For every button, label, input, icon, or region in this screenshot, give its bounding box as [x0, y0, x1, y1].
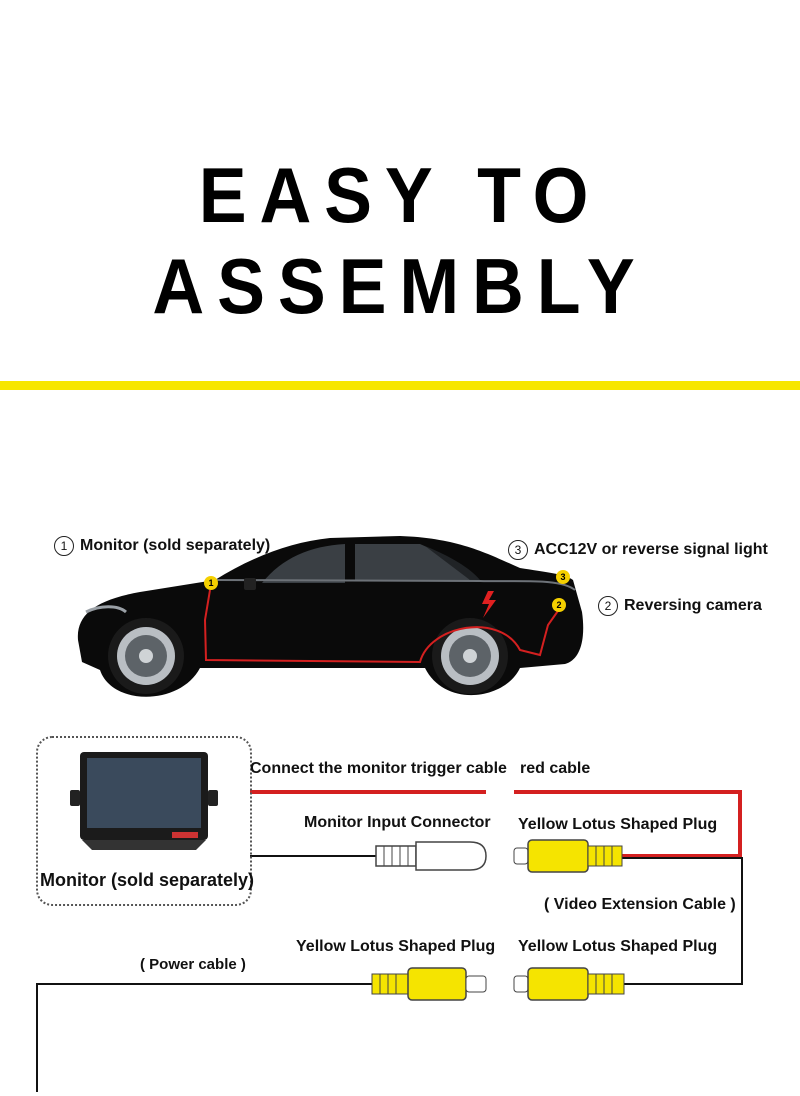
- label-acc: 3 ACC12V or reverse signal light: [508, 540, 768, 560]
- label-power-cable: ( Power cable ): [140, 956, 246, 973]
- yellow-plug-top: [514, 840, 622, 872]
- number-2-icon: 2: [598, 596, 618, 616]
- label-trigger-cable: Connect the monitor trigger cable: [250, 760, 507, 777]
- marker-3: 3: [556, 570, 570, 584]
- label-monitor: 1 Monitor (sold separately): [54, 536, 270, 556]
- label-monitor-caption: Monitor (sold separately): [40, 870, 255, 890]
- yellow-plug-power: [372, 968, 486, 1000]
- marker-2: 2: [552, 598, 566, 612]
- power-cable-wire: [37, 984, 372, 1092]
- page-title: EASY TO ASSEMBLY: [152, 151, 648, 330]
- car-illustration: [78, 536, 583, 697]
- marker-1: 1: [204, 576, 218, 590]
- label-yellow-plug-3: Yellow Lotus Shaped Plug: [518, 938, 718, 955]
- label-yellow-plug-2: Yellow Lotus Shaped Plug: [296, 938, 496, 955]
- label-red-cable: red cable: [520, 760, 591, 777]
- yellow-plug-camera: [514, 968, 624, 1000]
- number-3-icon: 3: [508, 540, 528, 560]
- label-video-extension: ( Video Extension Cable ): [544, 896, 736, 913]
- label-yellow-plug-1: Yellow Lotus Shaped Plug: [518, 816, 718, 833]
- number-1-icon: 1: [54, 536, 74, 556]
- label-monitor-input: Monitor Input Connector: [304, 814, 491, 831]
- video-extension-wire: [622, 858, 742, 984]
- label-camera: 2 Reversing camera: [598, 596, 762, 616]
- monitor-input-connector: [376, 842, 486, 870]
- side-mirror: [244, 578, 256, 590]
